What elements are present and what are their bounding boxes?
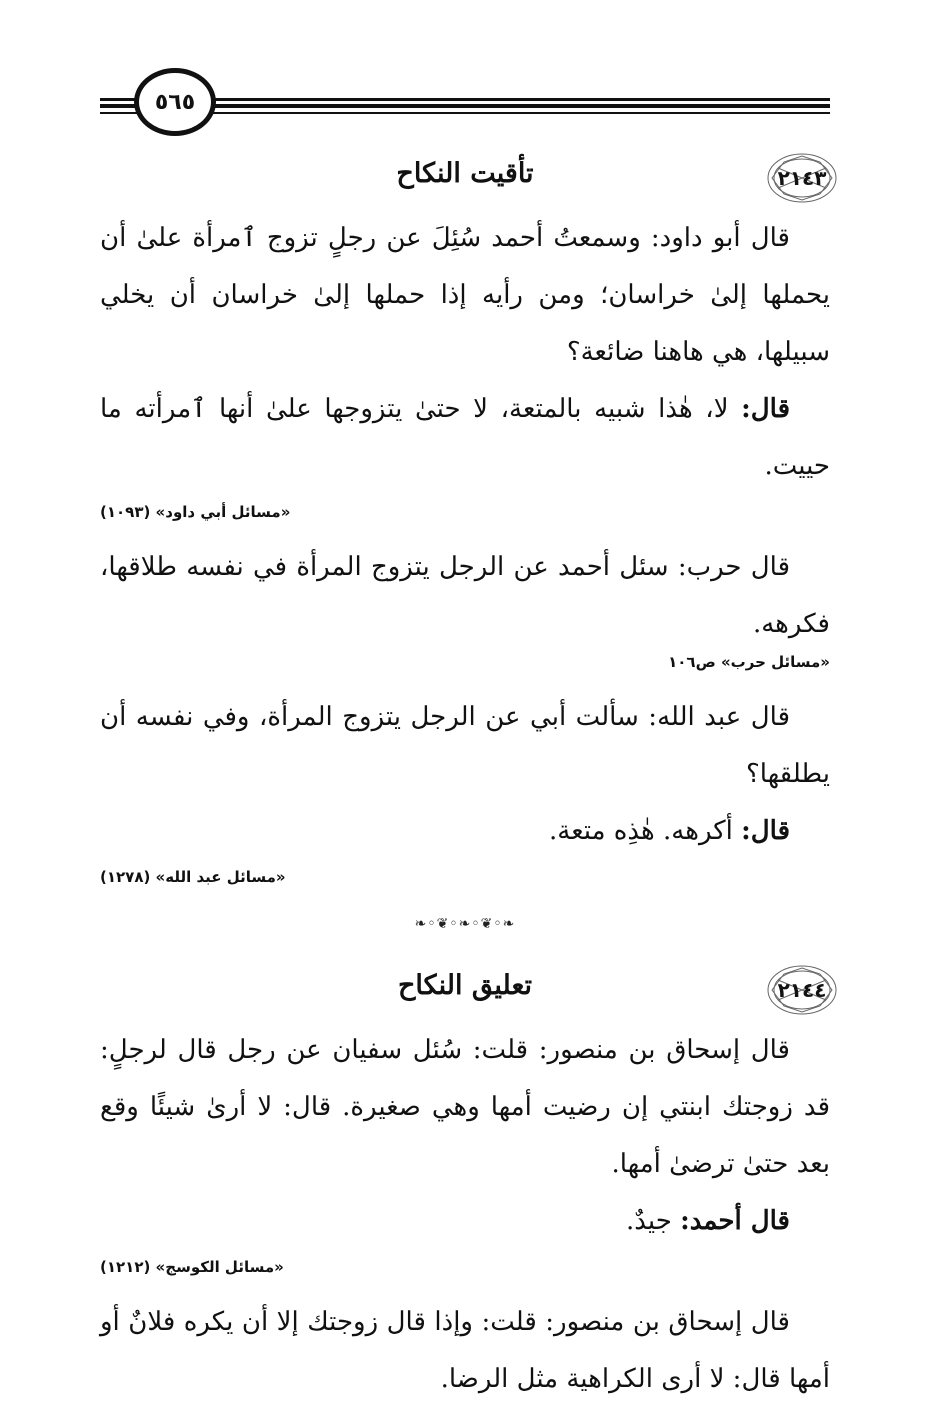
paragraph [100,1193,830,1250]
paragraph: قال أبو داود: وسمعتُ أحمد سُئِلَ عن رجلٍ تزوج ٱمرأة علىٰ أن يحملها إلىٰ خراسان؛ ومن رأيه إذا حملها إلىٰ خراسان أن يخلي سبيلها، هي هاهنا ضائعة؟ [100,223,830,367]
source-reference: «مسائل أبي داود» (١٠٩٣) [100,503,291,521]
paragraph-text: لا، هٰذا شبيه بالمتعة، لا حتىٰ يتزوجها علىٰ أنها ٱمرأته ما حييت. [100,394,830,481]
paragraph: قال إسحاق بن منصور: قلت: وإذا قال زوجتك إلا أن يكره فلانٌ أو أمها قال: لا أرى الكراهية مثل الرضا. [100,1307,830,1394]
section-title: تعليق النكاح [398,970,532,1001]
page-number-oval [134,68,216,136]
speaker-label: قال: [741,816,790,846]
page-number: ٥٦٥ [154,89,196,115]
section-title: تأقيت النكاح [396,158,534,189]
paragraph [100,381,830,495]
source-reference: «مسائل الكوسج» (١٢١٢) [100,1258,284,1276]
paragraph: قال عبد الله: سألت أبي عن الرجل يتزوج المرأة، وفي نفسه أن يطلقها؟ [100,702,830,789]
paragraph: قال إسحاق بن منصور: قلت: سُئل سفيان عن رجل قال لرجلٍ: قد زوجتك ابنتي إن رضيت أمها وهي صغيرة. قال: لا أرىٰ شيئًا وقع بعد حتىٰ ترضىٰ أمها. [100,1035,830,1179]
section-divider-ornament: ❧◦❦◦❧◦❦◦❧ [414,916,516,932]
entry-badge [764,962,840,1018]
speaker-label: قال أحمد: [680,1206,790,1236]
speaker-label: قال: [741,394,790,424]
section-header-2144 [100,962,830,1022]
entry-number: ٢١٤٣ [777,166,827,190]
entry-number: ٢١٤٤ [777,978,827,1002]
source-reference: «مسائل عبد الله» (١٢٧٨) [100,868,286,886]
section-header-2143 [100,150,830,210]
paragraph-text: أكرهه. هٰذِه متعة. [549,816,742,846]
paragraph [100,803,830,860]
paragraph: قال حرب: سئل أحمد عن الرجل يتزوج المرأة في نفسه طلاقها، فكرهه. [100,552,830,639]
entry-badge [764,150,840,206]
paragraph-text: جيدٌ. [626,1206,681,1236]
source-reference: «مسائل حرب» ص١٠٦ [668,653,830,671]
page-body [100,150,830,1408]
